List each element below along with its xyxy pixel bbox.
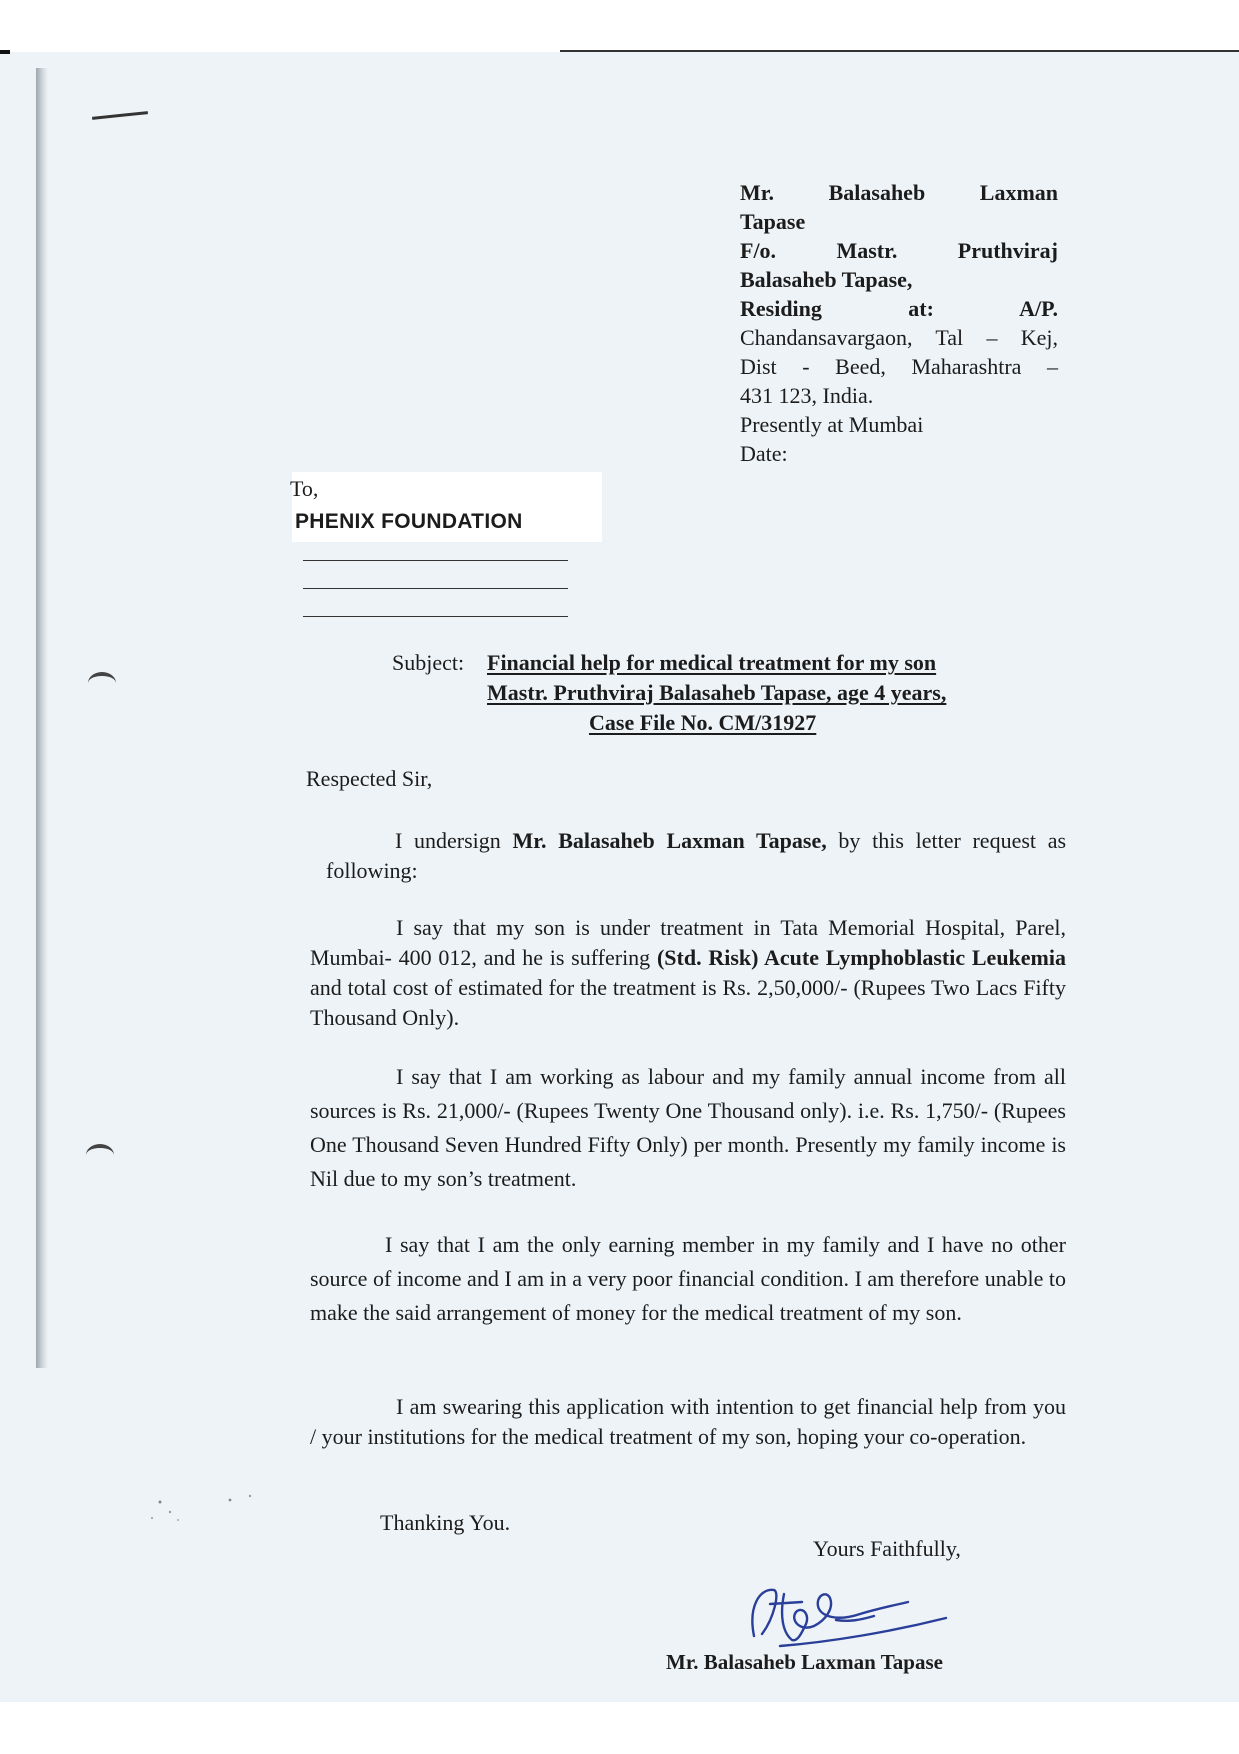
- applicant-name: Mr. Balasaheb Laxman Tapase,: [512, 828, 827, 853]
- signatory-name: Mr. Balasaheb Laxman Tapase: [666, 1650, 943, 1674]
- greeting: Respected Sir,: [306, 766, 433, 791]
- subject-line: Financial help for medical treatment for my son: [487, 650, 937, 675]
- top-edge-line: [560, 50, 1239, 52]
- sender-present-location: Presently at Mumbai: [740, 412, 924, 437]
- subject-line: Mastr. Pruthviraj Balasaheb Tapase, age 4 years,: [487, 680, 947, 705]
- subject-label: Subject:: [392, 650, 465, 675]
- paragraph-text: by this letter request as following:: [326, 828, 1067, 883]
- blank-address-line: [303, 616, 568, 617]
- body-paragraph: I say that I am working as labour and my family annual income from all sources is Rs. 21,000/- (Rupees Twenty One Thousand only). i.e. Rs. 1,750/- (Rupees One Thousand Seven Hundred Fifty Only) per month. Presently my family income is Nil due to my son’s treatment.: [310, 1064, 1066, 1191]
- paragraph-text: I say that my son is under treatment in Tata Memorial Hospital, Parel, Mumbai- 400 012, and he is suffering: [310, 915, 1066, 970]
- paragraph-text: and total cost of estimated for the treatment is Rs. 2,50,000/- (Rupees Two Lacs Fifty Thousand Only).: [310, 975, 1066, 1030]
- sender-address-line: 431 123, India.: [740, 383, 874, 408]
- sender-address-block: [740, 178, 1058, 468]
- body-paragraph: I say that I am the only earning member in my family and I have no other source of income and I am in a very poor financial condition. I am therefore unable to make the said arrangement of money for the medical treatment of my son.: [310, 1232, 1066, 1325]
- sender-residence-line: Residing at: A/P.: [740, 296, 1058, 321]
- sender-relation-line: F/o. Mastr. Pruthviraj: [740, 238, 1058, 263]
- subject-line: Case File No. CM/31927: [589, 710, 817, 735]
- closing-line: Thanking You.: [380, 1510, 511, 1535]
- sender-name-line: Mr. Balasaheb Laxman: [740, 180, 1058, 205]
- paragraph-text: I undersign: [395, 828, 501, 853]
- sender-address-line: Chandansavargaon, Tal – Kej,: [740, 325, 1058, 350]
- punch-hole-mark: [86, 1144, 114, 1166]
- corner-mark: [0, 50, 10, 54]
- body-paragraph: [310, 913, 1066, 1033]
- punch-hole-mark: [88, 672, 116, 694]
- blank-address-line: [303, 560, 568, 561]
- cut-off-contact-line: [666, 1682, 946, 1690]
- sender-name-line: Tapase: [740, 209, 806, 234]
- body-paragraph: [326, 826, 1066, 886]
- valediction: Yours Faithfully,: [813, 1536, 961, 1561]
- to-label: To,: [290, 476, 319, 501]
- date-label: Date:: [740, 441, 788, 466]
- diagnosis: (Std. Risk) Acute Lymphoblastic Leukemia: [656, 945, 1066, 970]
- scan-noise-specks: [140, 1490, 270, 1530]
- sender-relation-line: Balasaheb Tapase,: [740, 267, 913, 292]
- scan-margin-shadow: [36, 68, 48, 1368]
- blank-address-line: [303, 588, 568, 589]
- body-paragraph: I am swearing this application with intention to get financial help from you / your institutions for the medical treatment of my son, hoping your co-operation.: [310, 1394, 1066, 1449]
- recipient-name: PHENIX FOUNDATION: [295, 510, 523, 533]
- sender-address-line: Dist - Beed, Maharashtra –: [740, 354, 1058, 379]
